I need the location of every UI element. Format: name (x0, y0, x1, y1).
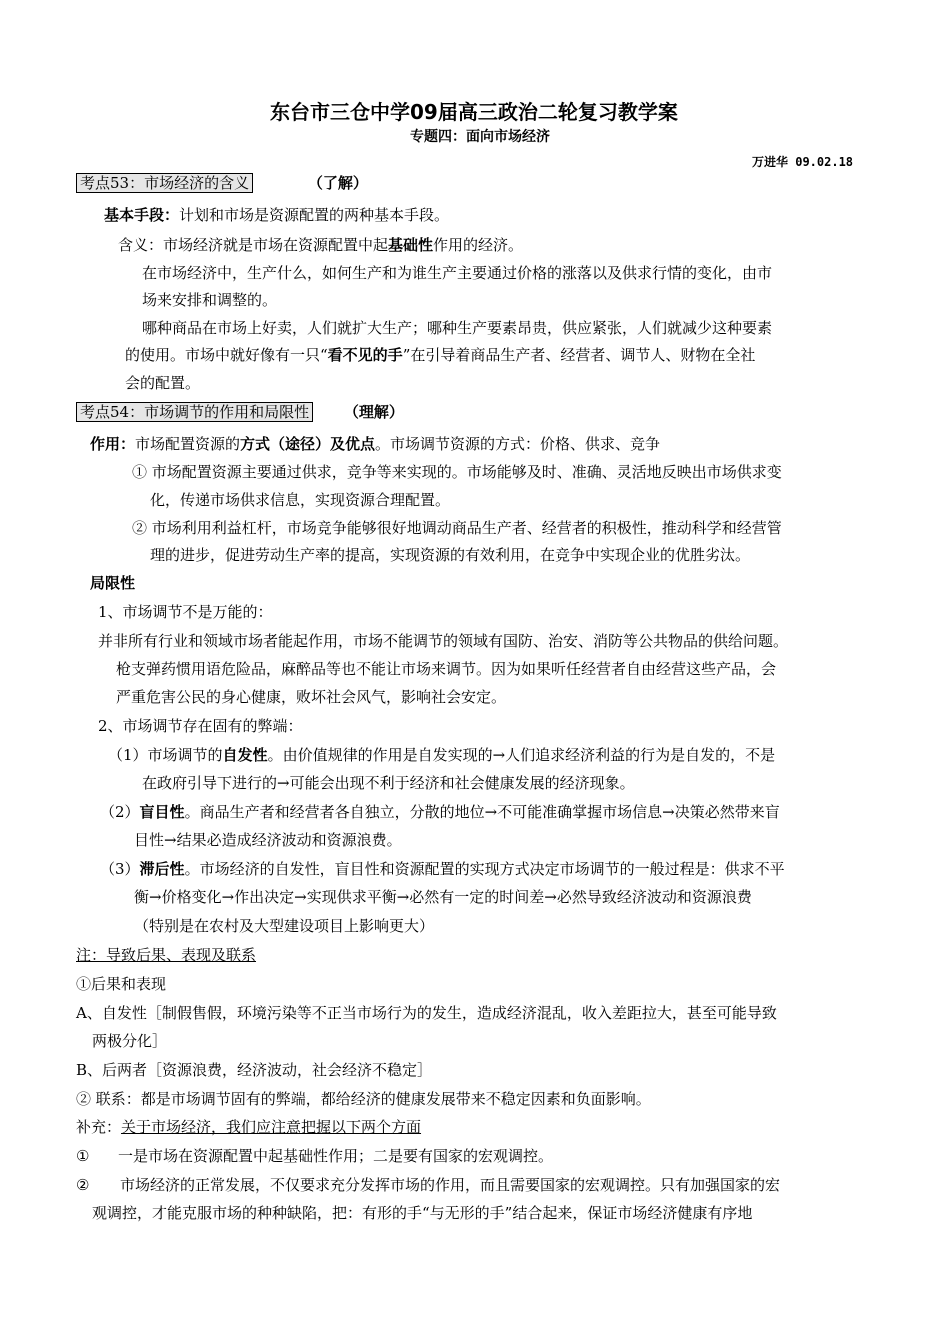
basic-means-text: 计划和市场是资源配置的两种基本手段。 (179, 206, 450, 224)
para-1-line-2: 场来安排和调整的。 (142, 291, 278, 309)
blindness-bold: 盲目性 (139, 803, 185, 821)
limit-1-line-1: 并非所有行业和领域市场者能起作用，市场不能调节的领域有国防、治安、消防等公共物品的供给问题。 (98, 632, 789, 650)
section-53-level: （了解） (307, 174, 368, 192)
supplement-title: 关于市场经济，我们应注意把握以下两个方面 (121, 1118, 422, 1136)
definition-post: 作用的经济。 (433, 236, 524, 254)
spontaneity-pre: （1）市场调节的 (108, 746, 223, 764)
lag-line-1 (100, 859, 785, 879)
lag-pre: （3） (100, 860, 140, 878)
definition (118, 235, 523, 255)
lag-line-2: 衡→价格变化→作出决定→实现供求平衡→必然有一定的时间差→必然导致经济波动和资源浪费 (134, 888, 752, 906)
author-date: 万进华 09.02.18 (752, 155, 854, 169)
basic-means (104, 205, 449, 225)
document-title: 东台市三仓中学09届高三政治二轮复习教学案 (270, 100, 678, 124)
role-pre: 市场配置资源的 (135, 435, 241, 453)
supplement-1-text: 一是市场在资源配置中起基础性作用；二是要有国家的宏观调控。 (118, 1147, 554, 1165)
role-1-line-2: 化，传递市场供求信息，实现资源合理配置。 (150, 491, 451, 509)
role-2-line-2: 理的进步，促进劳动生产率的提高，实现资源的有效利用，在竞争中实现企业的优胜劣汰。 (150, 546, 751, 564)
definition-pre: 含义：市场经济就是市场在资源配置中起 (118, 236, 389, 254)
spontaneity-bold: 自发性 (222, 746, 268, 764)
lag-bold: 滞后性 (139, 860, 185, 878)
basic-means-label: 基本手段： (104, 206, 180, 224)
spontaneity-post: 。由价值规律的作用是自发实现的→人们追求经济利益的行为是自发的，不是 (267, 746, 776, 764)
supplement-head (76, 1117, 421, 1137)
document-subtitle: 专题四：面向市场经济 (410, 129, 550, 145)
para-2-line-2 (125, 345, 755, 365)
blindness-line-2: 目性→结果必造成经济波动和资源浪费。 (134, 831, 402, 849)
role-bold: 方式（途径）及优点 (240, 435, 376, 453)
para-2-line-2-post: ”在引导着商品生产者、经营者、调节人、财物在全社 (402, 346, 756, 364)
para-1-line-1: 在市场经济中，生产什么，如何生产和为谁生产主要通过价格的涨落以及供求行情的变化，由市 (142, 264, 773, 282)
spontaneity-line-2: 在政府引导下进行的→可能会出现不利于经济和社会健康发展的经济现象。 (142, 774, 635, 792)
supplement-2-line-2: 观调控，才能克服市场的种种缺陷，把：有形的手“与无形的手”结合起来，保证市场经济健康有序地 (92, 1204, 753, 1222)
blindness-post: 。商品生产者和经营者各自独立，分散的地位→不可能准确掌握市场信息→决策必然带来盲 (184, 803, 780, 821)
supplement-1 (76, 1146, 553, 1166)
supplement-2-text: 市场经济的正常发展，不仅要求充分发挥市场的作用，而且需要国家的宏观调控。只有加强国家的宏 (120, 1176, 781, 1194)
note-2: ② 联系：都是市场调节固有的弊端，都给经济的健康发展带来不稳定因素和负面影响。 (76, 1090, 651, 1108)
section-54-level: （理解） (343, 403, 404, 421)
role-1-line-1: ① 市场配置资源主要通过供求，竞争等来实现的。市场能够及时、准确、灵活地反映出市场供求变 (132, 463, 782, 481)
invisible-hand: 看不见的手 (327, 346, 403, 364)
section-53-box: 考点53：市场经济的含义 (76, 173, 253, 193)
blindness-line-1 (100, 802, 780, 822)
supplement-1-num: ① (76, 1147, 90, 1165)
note-a-line-1: A、自发性［制假售假，环境污染等不正当市场行为的发生，造成经济混乱，收入差距拉大，甚至可能导致 (76, 1004, 777, 1022)
supplement-2 (76, 1175, 780, 1195)
role-2-line-1: ② 市场利用利益杠杆，市场竞争能够很好地调动商品生产者、经营者的积极性，推动科学和经营管 (132, 519, 782, 537)
lag-post: 。市场经济的自发性，盲目性和资源配置的实现方式决定市场调节的一般过程是：供求不平 (184, 860, 785, 878)
note-head: 注：导致后果、表现及联系 (76, 946, 257, 964)
para-2-line-1: 哪种商品在市场上好卖，人们就扩大生产；哪种生产要素昂贵，供应紧张，人们就减少这种要素 (142, 319, 773, 337)
definition-bold: 基础性 (388, 236, 434, 254)
role-post: 。市场调节资源的方式：价格、供求、竞争 (375, 435, 661, 453)
spontaneity-line-1 (108, 745, 775, 765)
supplement-label: 补充： (76, 1118, 122, 1136)
lag-line-3: （特别是在农村及大型建设项目上影响更大） (134, 917, 435, 935)
section-54-header (76, 402, 404, 422)
note-1: ①后果和表现 (76, 975, 167, 993)
section-54-box: 考点54：市场调节的作用和局限性 (76, 402, 313, 422)
limit-1-line-2: 枪支弹药惯用语危险品，麻醉品等也不能让市场来调节。因为如果听任经营者自由经营这些产品，会 (116, 660, 777, 678)
para-2-line-3: 会的配置。 (125, 374, 201, 392)
blindness-pre: （2） (100, 803, 140, 821)
limit-1-line-3: 严重危害公民的身心健康，败坏社会风气，影响社会安定。 (116, 688, 507, 706)
supplement-2-num: ② (76, 1176, 90, 1194)
limit-label: 局限性 (90, 574, 136, 592)
section-53-header (76, 173, 368, 193)
role-line (90, 434, 660, 454)
para-2-line-2-pre: 的使用。市场中就好像有一只“ (125, 346, 328, 364)
role-label: 作用： (90, 435, 136, 453)
note-b: B、后两者［资源浪费，经济波动，社会经济不稳定］ (76, 1061, 433, 1079)
limit-2-head: 2、市场调节存在固有的弊端： (98, 717, 303, 735)
limit-1-head: 1、市场调节不是万能的： (98, 603, 273, 621)
note-a-line-2: 两极分化］ (92, 1032, 168, 1050)
